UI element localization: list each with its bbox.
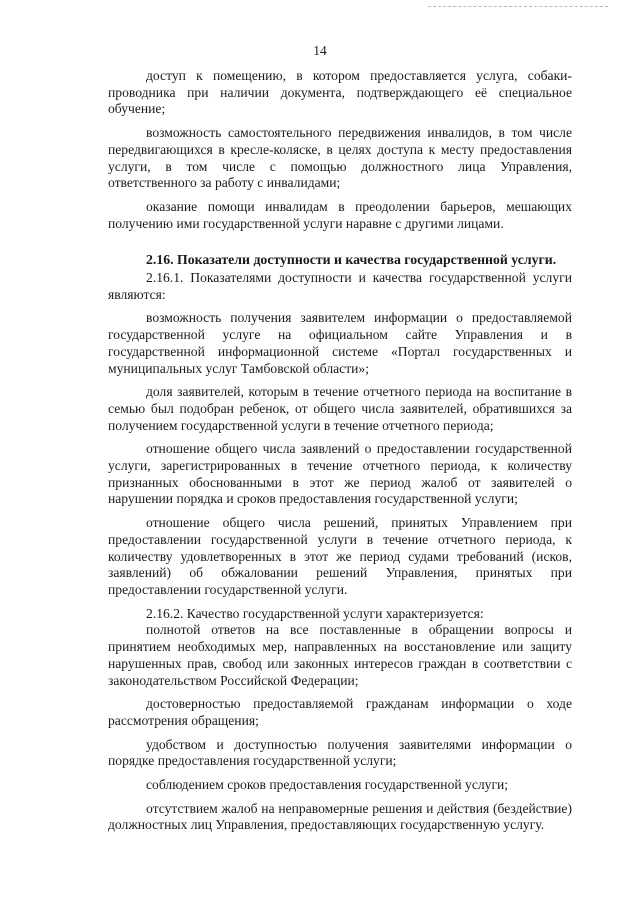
paragraph: удобством и доступностью получения заявителями информации о порядке предоставления государственной услуги;	[108, 736, 572, 769]
section-heading: 2.16. Показатели доступности и качества государственной услуги.	[146, 252, 557, 268]
paragraph: достоверностью предоставляемой гражданам информации о ходе рассмотрения обращения;	[108, 696, 572, 728]
paragraph: 2.16.1. Показателями доступности и качества государственной услуги являются:	[108, 270, 572, 302]
page-number: 14	[313, 43, 327, 58]
paragraph: отношение общего числа заявлений о предоставлении государственной услуги, зарегистрированных в течение отчетного периода, к количеству признанных обоснованными в этот же период жалоб от заявителей о нарушении порядка и сроков предоставления государственной услуги;	[108, 441, 572, 507]
paragraph: доля заявителей, которым в течение отчетного периода на воспитание в семью был подобран ребенок, от общего числа заявителей, обратившихся за получением государственной услуги в течение отчетного периода;	[108, 384, 572, 433]
paragraph: доступ к помещению, в котором предоставляется услуга, собаки-проводника при наличии документа, подтверждающего её специальное обучение;	[108, 68, 572, 117]
paragraph: отсутствием жалоб на неправомерные решения и действия (бездействие) должностных лиц Управления, предоставляющих государственную услугу.	[108, 800, 572, 833]
paragraph: 2.16.2. Качество государственной услуги характеризуется:	[146, 605, 484, 621]
paragraph: возможность получения заявителем информации о предоставляемой государственной услуге на официальном сайте Управления и в государственной информационной системе «Портал государственных и муниципальных услуг Тамбовской области»;	[108, 310, 572, 376]
paragraph: соблюдением сроков предоставления государственной услуги;	[146, 777, 509, 793]
scan-artifact	[428, 6, 608, 10]
paragraph: возможность самостоятельного передвижения инвалидов, в том числе передвигающихся в кресле-коляске, в целях доступа к месту предоставления услуги, в том числе с помощью должностного лица Управления, ответственного за работу с инвалидами;	[108, 125, 572, 191]
paragraph: отношение общего числа решений, принятых Управлением при предоставлении государственной услуги в течение отчетного периода, к количеству удовлетворенных в этот же период судами требований (исков, заявлений) об обжаловании решений Управления, принятых при предоставлении государственной услуги.	[108, 515, 572, 597]
document-body	[108, 68, 572, 834]
paragraph: оказание помощи инвалидам в преодолении барьеров, мешающих получению ими государственной услуги наравне с другими лицами.	[108, 198, 572, 231]
paragraph: полнотой ответов на все поставленные в обращении вопросы и принятием необходимых мер, направленных на восстановление или защиту нарушенных прав, свобод или законных интересов граждан в соответствии с законодательством Российской Федерации;	[108, 622, 572, 688]
